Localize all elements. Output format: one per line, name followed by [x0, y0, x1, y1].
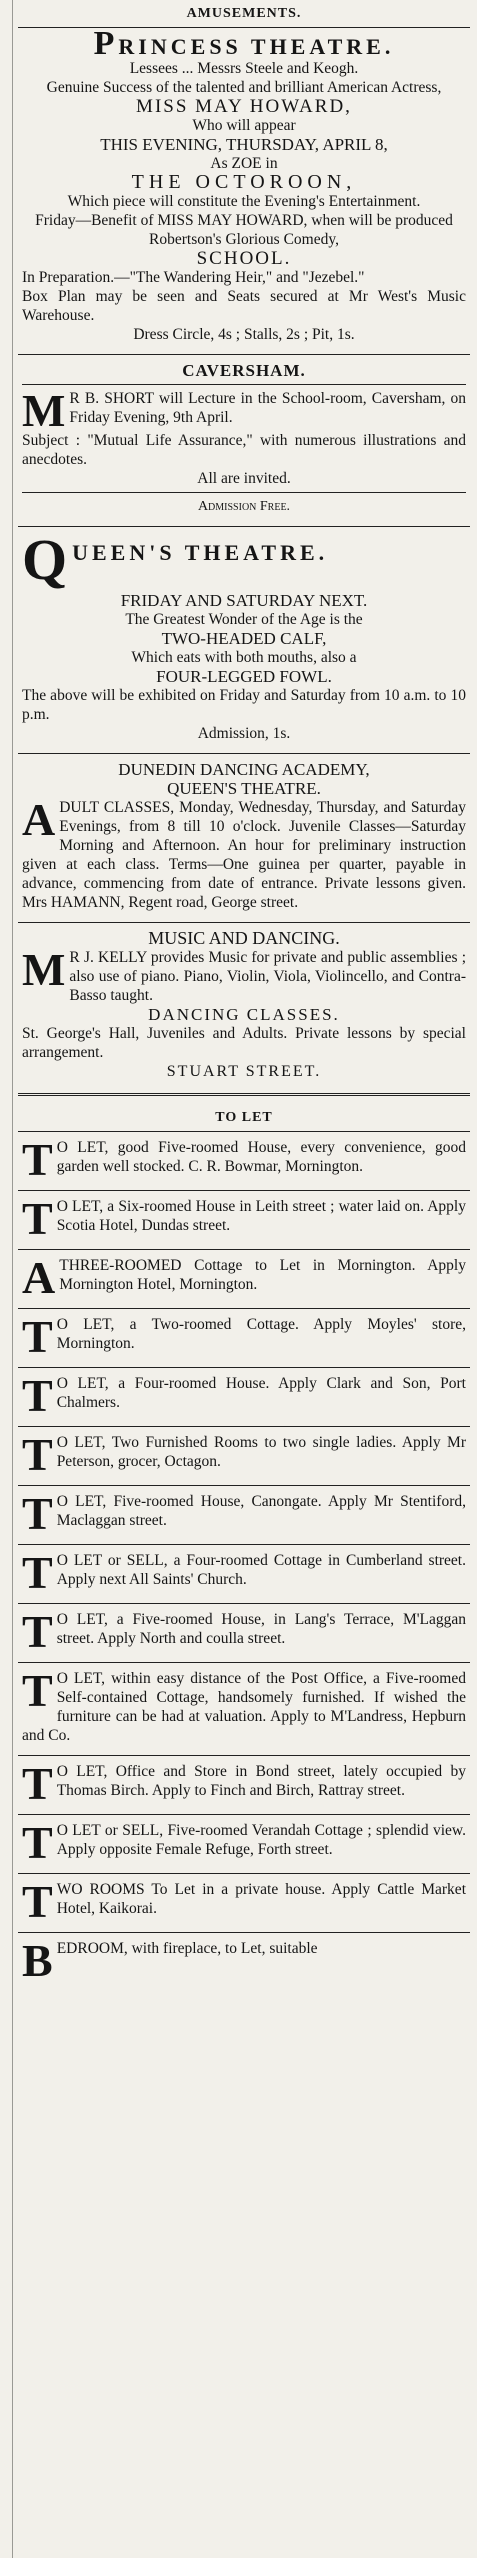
divider: [18, 1367, 470, 1368]
academy-heading2: QUEEN'S THEATRE.: [167, 779, 321, 798]
music-classes: DANCING CLASSES.: [148, 1005, 340, 1024]
ad-text: WO ROOMS To Let in a private house. Apply Cattle Market Hotel, Kaikorai.: [56, 1881, 466, 1917]
drop-cap: M: [22, 944, 66, 995]
lessees-line: Lessees ... Messrs Steele and Keogh.: [129, 60, 359, 77]
divider: [18, 1873, 470, 1874]
to-let-ads: [18, 1136, 470, 1987]
divider-double: [18, 1093, 470, 1096]
title-initial: P: [93, 25, 119, 62]
classified-ad: [18, 1819, 470, 1869]
ad-text: O LET or SELL, a Four-roomed Cottage in Cumberland street. Apply next All Saints' Church.: [56, 1552, 466, 1588]
ad-text: O LET or SELL, Five-roomed Verandah Cottage ; splendid view. Apply opposite Female Refuge, Forth street.: [56, 1822, 466, 1858]
divider: [22, 384, 466, 385]
caversham-heading: CAVERSHAM.: [182, 361, 306, 380]
success-line: Genuine Success of the talented and brilliant American Actress,: [46, 79, 442, 96]
drop-cap: T: [22, 1370, 53, 1421]
divider: [18, 354, 470, 355]
preparation-line: In Preparation.—"The Wandering Heir," and "Jezebel.": [22, 269, 365, 286]
ad-text: O LET, within easy distance of the Post Office, a Five-roomed Self-contained Cottage, handsomely furnished. If wished the furniture can be had at valuation. Apply to M'Landress, Hepburn and Co.: [22, 1670, 466, 1744]
drop-cap: T: [22, 1193, 53, 1244]
caversham-invited: All are invited.: [197, 470, 291, 487]
divider: [18, 1814, 470, 1815]
classified-ad: [18, 1195, 470, 1245]
drop-cap: T: [22, 1665, 53, 1716]
classified-ad: [18, 1549, 470, 1599]
caversham-text: R B. SHORT will Lecture in the School-room, Caversham, on Friday Evening, 9th April.: [69, 390, 466, 426]
ad-text: O LET, a Four-roomed House. Apply Clark and Son, Port Chalmers.: [56, 1375, 466, 1411]
divider: [18, 1755, 470, 1756]
actress-name: MISS MAY HOWARD,: [136, 96, 352, 117]
music-text: R J. KELLY provides Music for private and public assemblies ; also use of piano. Piano, Violin, Viola, Violincello, and Contra-Basso taught.: [69, 949, 466, 1004]
evening-line: THIS EVENING, THURSDAY, APRIL 8,: [100, 135, 388, 154]
classified-ad: [18, 1937, 470, 1987]
ad-princess-theatre: [18, 25, 470, 350]
queens-exhibit: The above will be exhibited on Friday and Saturday from 10 a.m. to 10 p.m.: [22, 687, 466, 723]
ad-caversham: [18, 359, 470, 522]
section-header-amusements: AMUSEMENTS.: [186, 6, 302, 21]
divider: [18, 1190, 470, 1191]
divider: [18, 1308, 470, 1309]
boxplan-line: Box Plan may be seen and Seats secured at Mr West's Music Warehouse.: [22, 288, 466, 324]
ad-text: EDROOM, with fireplace, to Let, suitable: [56, 1940, 318, 1957]
ad-text: O LET, Two Furnished Rooms to two single ladies. Apply Mr Peterson, grocer, Octagon.: [56, 1434, 466, 1470]
divider: [18, 922, 470, 923]
as-line: As ZOE in: [210, 155, 278, 172]
friday-line: Friday—Benefit of MISS MAY HOWARD, when will be produced Robertson's Glorious Comedy,: [35, 212, 453, 248]
drop-cap: T: [22, 1817, 53, 1868]
divider: [18, 1485, 470, 1486]
school-title: SCHOOL.: [196, 248, 292, 269]
queens-title: [22, 527, 466, 592]
queens-fowl: FOUR-LEGGED FOWL.: [156, 667, 332, 686]
divider: [18, 1131, 470, 1132]
divider: [18, 27, 470, 28]
drop-cap: T: [22, 1429, 53, 1480]
academy-body: [22, 794, 466, 912]
ad-dancing-academy: [18, 758, 470, 918]
drop-cap: T: [22, 1488, 53, 1539]
divider: [18, 1662, 470, 1663]
left-margin-column: [0, 0, 13, 2558]
ad-text: O LET, a Five-roomed House, in Lang's Terrace, M'Laggan street. Apply North and coulla street.: [56, 1611, 466, 1647]
section-header-to-let: TO LET: [215, 1110, 273, 1125]
ad-text: O LET, good Five-roomed House, every convenience, good garden well stocked. C. R. Bowmar, Mornington.: [56, 1139, 466, 1175]
music-body: [22, 944, 466, 1005]
classified-ad: [18, 1431, 470, 1481]
drop-cap: B: [22, 1935, 53, 1986]
music-street: STUART STREET.: [166, 1063, 322, 1080]
which-line: Which piece will constitute the Evening's Entertainment.: [67, 193, 421, 210]
ad-music-dancing: [18, 927, 470, 1087]
divider: [18, 1249, 470, 1250]
ad-text: O LET, a Six-roomed House in Leith street ; water laid on. Apply Scotia Hotel, Dundas street.: [56, 1198, 466, 1234]
classified-ad: [18, 1608, 470, 1658]
classified-ad: [18, 1313, 470, 1363]
ad-text: THREE-ROOMED Cottage to Let in Mornington. Apply Mornington Hotel, Mornington.: [59, 1257, 466, 1293]
divider: [18, 753, 470, 754]
title-text: RINCESS THEATRE.: [118, 34, 395, 59]
queens-admission: Admission, 1s.: [197, 725, 291, 742]
divider: [18, 526, 470, 527]
divider: [18, 1603, 470, 1604]
classified-ad: [18, 1136, 470, 1186]
classified-ad: [18, 1254, 470, 1304]
prices-line: Dress Circle, 4s ; Stalls, 2s ; Pit, 1s.: [133, 326, 355, 343]
drop-cap: T: [22, 1876, 53, 1927]
classified-ad: [18, 1490, 470, 1540]
who-line: Who will appear: [192, 117, 296, 134]
ad-text: O LET, Five-roomed House, Canongate. Apply Mr Stentiford, Maclaggan street.: [56, 1493, 466, 1529]
drop-cap: Q: [22, 527, 68, 592]
princess-title: [22, 25, 466, 62]
drop-cap: A: [22, 1252, 56, 1303]
classified-ad: [18, 1372, 470, 1422]
ad-text: O LET, Office and Store in Bond street, lately occupied by Thomas Birch. Apply to Finch and Birch, Rattray street.: [56, 1763, 466, 1799]
drop-cap: M: [22, 385, 66, 436]
academy-text: DULT CLASSES, Monday, Wednesday, Thursday, and Saturday Evenings, from 8 till 10 o'clock. Juvenile Classes—Saturday Morning and Afternoon. An hour for preliminary instruction given at each class. Terms—One guinea per quarter, payable in advance, commencing from date of entrance. Private lessons given. Mrs HAMANN, Regent road, George street.: [22, 799, 466, 911]
ad-text: O LET, a Two-roomed Cottage. Apply Moyles' store, Mornington.: [56, 1316, 466, 1352]
divider: [18, 1426, 470, 1427]
drop-cap: T: [22, 1134, 53, 1185]
drop-cap: T: [22, 1758, 53, 1809]
queens-title-text: UEEN'S THEATRE.: [72, 540, 329, 565]
academy-heading1: DUNEDIN DANCING ACADEMY,: [118, 760, 370, 779]
caversham-body: [22, 385, 466, 436]
queens-line2: The Greatest Wonder of the Age is the: [125, 611, 363, 628]
classified-ad: [18, 1760, 470, 1810]
drop-cap: A: [22, 794, 56, 845]
divider: [18, 1932, 470, 1933]
drop-cap: T: [22, 1547, 53, 1598]
queens-mouths: Which eats with both mouths, also a: [131, 649, 357, 666]
classified-ad: [18, 1667, 470, 1751]
ad-queens-theatre: [18, 527, 470, 749]
music-heading: MUSIC AND DANCING.: [148, 928, 340, 948]
caversham-subject: Subject : "Mutual Life Assurance," with numerous illustrations and anecdotes.: [22, 432, 466, 468]
drop-cap: T: [22, 1311, 53, 1362]
newspaper-column: [18, 0, 470, 1987]
drop-cap: T: [22, 1606, 53, 1657]
music-hall: St. George's Hall, Juveniles and Adults. Private lessons by special arrangement.: [22, 1025, 466, 1061]
play-title: THE OCTOROON,: [131, 171, 357, 193]
divider: [22, 492, 466, 493]
divider: [18, 1544, 470, 1545]
queens-calf: TWO-HEADED CALF,: [161, 629, 327, 648]
caversham-free: Admission Free.: [197, 499, 291, 514]
queens-line1: FRIDAY AND SATURDAY NEXT.: [120, 591, 368, 610]
classified-ad: [18, 1878, 470, 1928]
